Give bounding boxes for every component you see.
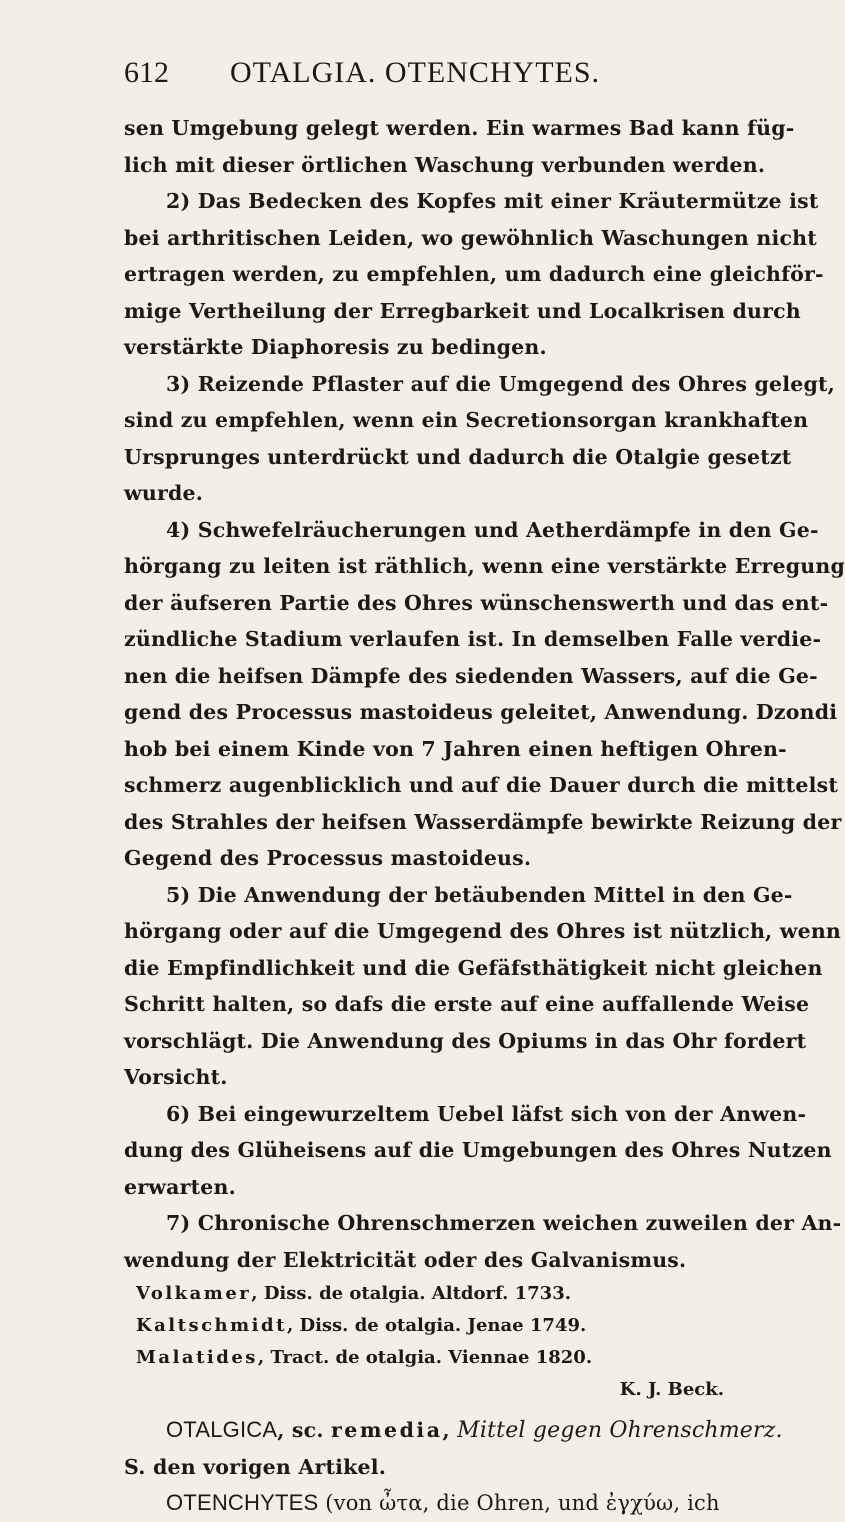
reference-kaltschmidt bbox=[124, 1310, 744, 1342]
text-line: 6) Bei eingewurzeltem Uebel läfst sich von der Anwen- bbox=[166, 1101, 807, 1126]
text-line: wendung der Elektricität oder des Galvanismus. bbox=[124, 1247, 687, 1272]
entry-separator: , sc. bbox=[277, 1418, 331, 1442]
reference-volkamer bbox=[124, 1278, 744, 1310]
text-line: nen die heifsen Dämpfe des siedenden Wassers, auf die Ge- bbox=[124, 663, 818, 688]
reference-malatides bbox=[124, 1342, 744, 1374]
reference-author: Malatides bbox=[136, 1347, 258, 1368]
entry-etymology: (von ὦτα, die Ohren, und ἐγχύω, ich bbox=[318, 1491, 720, 1515]
text-line: Vorsicht. bbox=[124, 1065, 228, 1089]
reference-author: Volkamer bbox=[136, 1283, 252, 1304]
text-line: des Strahles der heifsen Wasserdämpfe bewirkte Reizung der bbox=[124, 809, 842, 834]
entry-comma: , bbox=[442, 1418, 458, 1442]
text-line: bei arthritischen Leiden, wo gewöhnlich Waschungen nicht bbox=[124, 225, 817, 250]
author-signature: K. J. Beck. bbox=[619, 1379, 724, 1400]
entry-see-also: S. den vorigen Artikel. bbox=[124, 1454, 387, 1479]
text-line: erwarten. bbox=[124, 1174, 236, 1199]
text-line: der äufseren Partie des Ohres wünschenswerth und das ent- bbox=[124, 590, 829, 615]
text-line: verstärkte Diaphoresis zu bedingen. bbox=[124, 335, 547, 359]
text-line: ertragen werden, zu empfehlen, um dadurch eine gleichför- bbox=[124, 262, 824, 286]
reference-detail: , Diss. de otalgia. Jenae 1749. bbox=[286, 1315, 587, 1336]
text-line: Gegend des Processus mastoideus. bbox=[124, 846, 532, 870]
text-line: sind zu empfehlen, wenn ein Secretionsorgan krankhaften bbox=[124, 408, 809, 432]
reference-detail: , Diss. de otalgia. Altdorf. 1733. bbox=[251, 1283, 572, 1304]
text-line: vorschlägt. Die Anwendung des Opiums in das Ohr fordert bbox=[124, 1028, 807, 1053]
page-body bbox=[124, 110, 845, 1522]
text-line: lich mit dieser örtlichen Waschung verbunden werden. bbox=[124, 152, 766, 177]
entry-headword: OTENCHYTES bbox=[166, 1490, 319, 1515]
entry-term: remedia bbox=[331, 1418, 443, 1442]
entry-headword: OTALGICA bbox=[166, 1417, 278, 1442]
text-line: hörgang zu leiten ist räthlich, wenn eine verstärkte Erregung bbox=[124, 554, 845, 578]
text-line: Ursprunges unterdrückt und dadurch die Otalgie gesetzt bbox=[124, 444, 792, 469]
page-number: 612 bbox=[124, 56, 169, 89]
page-header bbox=[124, 56, 744, 104]
text-line: 4) Schwefelräucherungen und Aetherdämpfe in den Ge- bbox=[166, 517, 819, 542]
entry-otalgica bbox=[124, 1412, 783, 1449]
text-line: 5) Die Anwendung der betäubenden Mittel in den Ge- bbox=[166, 882, 793, 907]
entry-otenchytes bbox=[124, 1485, 744, 1522]
running-head: OTALGIA. OTENCHYTES. bbox=[230, 56, 601, 89]
text-line: mige Vertheilung der Erregbarkeit und Localkrisen durch bbox=[124, 298, 801, 323]
text-line: 7) Chronische Ohrenschmerzen weichen zuweilen der An- bbox=[166, 1211, 842, 1235]
text-line: hörgang oder auf die Umgegend des Ohres ist nützlich, wenn bbox=[124, 919, 842, 943]
text-line: Schritt halten, so dafs die erste auf eine auffallende Weise bbox=[124, 992, 810, 1016]
text-line: die Empfindlichkeit und die Gefäfsthätigkeit nicht gleichen bbox=[124, 955, 823, 980]
text-line: dung des Glüheisens auf die Umgebungen des Ohres Nutzen bbox=[124, 1138, 832, 1162]
text-line: hob bei einem Kinde von 7 Jahren einen heftigen Ohren- bbox=[124, 736, 787, 761]
text-line: sen Umgebung gelegt werden. Ein warmes Bad kann füg- bbox=[124, 116, 795, 140]
text-line: schmerz augenblicklich und auf die Dauer durch die mittelst bbox=[124, 773, 838, 797]
text-line: 3) Reizende Pflaster auf die Umgegend des Ohres gelegt, bbox=[166, 371, 835, 396]
text-line: zündliche Stadium verlaufen ist. In demselben Falle verdie- bbox=[124, 627, 822, 651]
entry-gloss: Mittel gegen Ohrenschmerz. bbox=[457, 1418, 783, 1443]
text-line: wurde. bbox=[124, 481, 204, 505]
reference-author: Kaltschmidt bbox=[136, 1315, 287, 1336]
text-line: 2) Das Bedecken des Kopfes mit einer Kräutermütze ist bbox=[166, 189, 819, 213]
text-line: gend des Processus mastoideus geleitet, Anwendung. Dzondi bbox=[124, 700, 838, 724]
reference-detail: , Tract. de otalgia. Viennae 1820. bbox=[257, 1347, 593, 1368]
